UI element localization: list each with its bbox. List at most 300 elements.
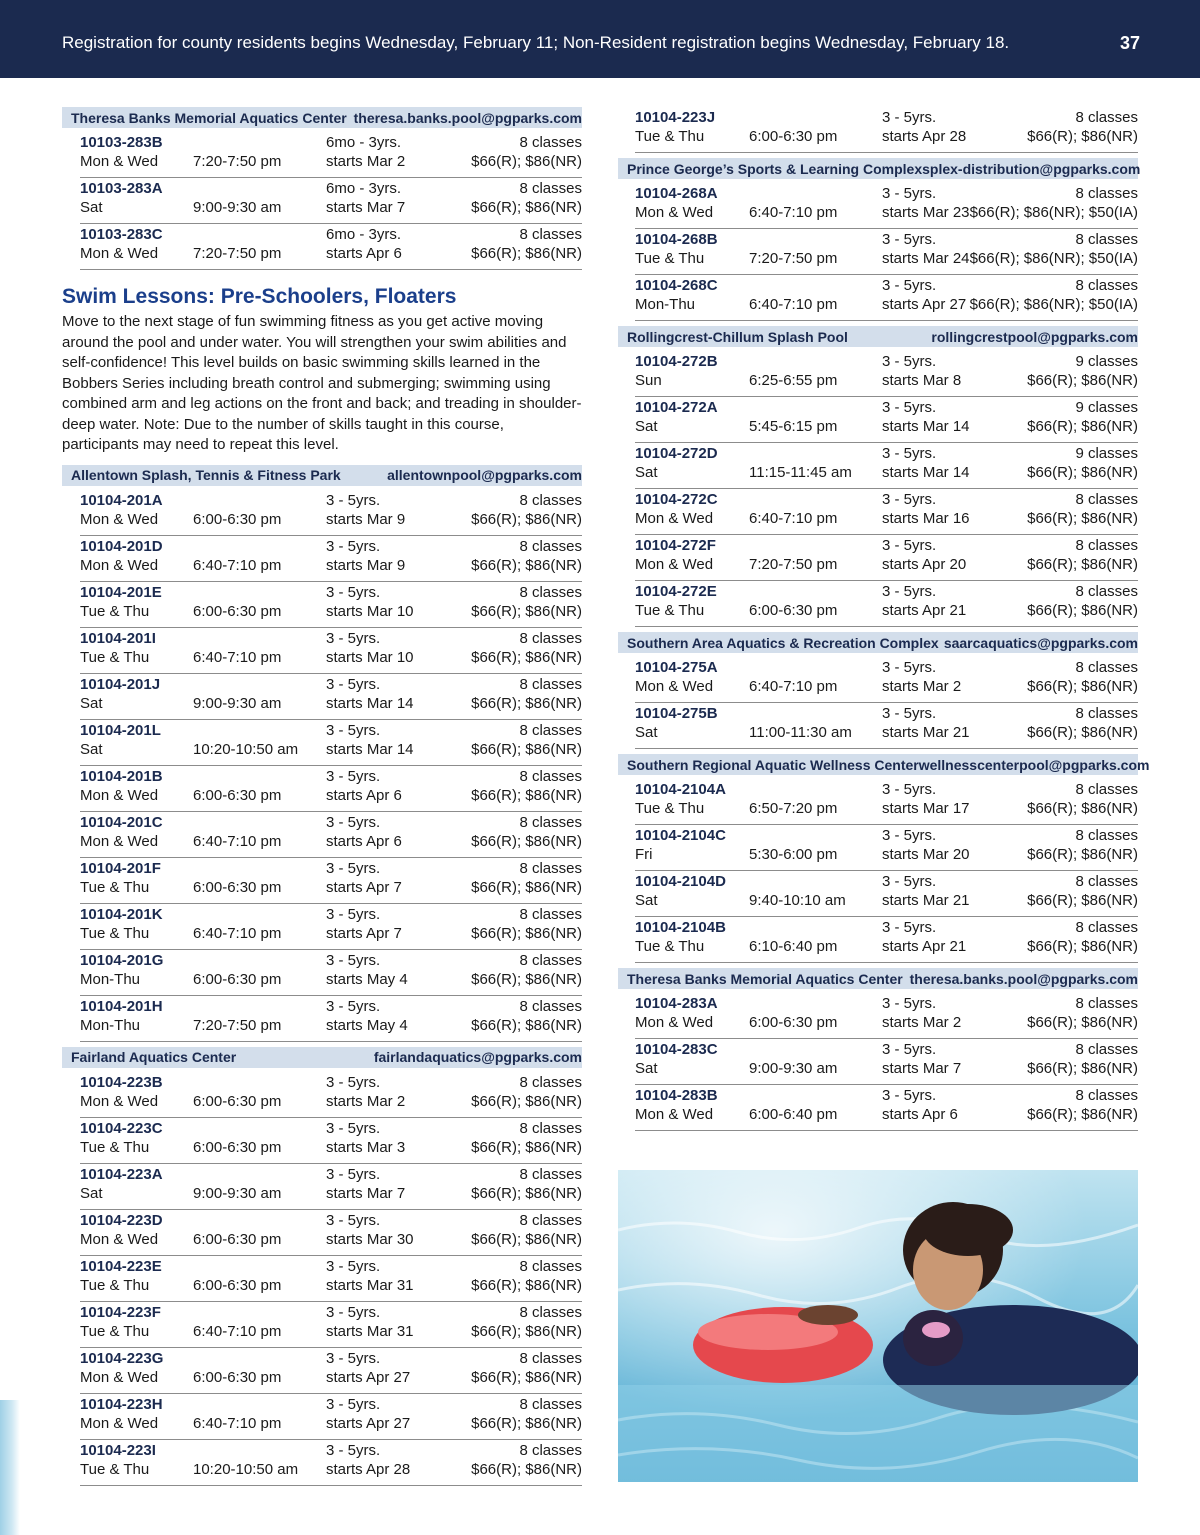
course-age-range: 3 - 5yrs. [326, 721, 381, 739]
course-age-range: 3 - 5yrs. [882, 109, 937, 126]
course-age-range: 3 - 5yrs. [882, 399, 937, 416]
course-row [635, 871, 1138, 917]
course-age-range: 3 - 5yrs. [882, 1041, 937, 1058]
course-class-count: 8 classes [519, 180, 582, 197]
course-row [80, 1118, 582, 1164]
course-time: 6:40-7:10 pm [749, 296, 838, 313]
course-days: Sat [80, 740, 103, 758]
course-start-date: starts Apr 7 [326, 878, 402, 896]
course-days: Tue & Thu [80, 648, 150, 666]
course-age-range: 3 - 5yrs. [326, 951, 381, 969]
course-age-range: 3 - 5yrs. [326, 1349, 381, 1367]
course-start-date: starts Apr 27 [882, 296, 967, 313]
course-code: 10104-283B [635, 1087, 718, 1104]
venue-bar [62, 107, 582, 128]
swim-photo-illustration [618, 1170, 1138, 1482]
course-age-range: 3 - 5yrs. [882, 659, 937, 676]
course-row [635, 825, 1138, 871]
course-fee: $66(R); $86(NR) [471, 878, 582, 896]
course-age-range: 6mo - 3yrs. [326, 180, 402, 197]
course-age-range: 3 - 5yrs. [882, 705, 937, 722]
course-class-count: 8 classes [1075, 583, 1138, 600]
course-time: 6:40-7:10 pm [749, 678, 838, 695]
course-days: Mon & Wed [635, 678, 714, 695]
course-age-range: 3 - 5yrs. [326, 1211, 381, 1229]
course-fee: $66(R); $86(NR) [1027, 938, 1138, 955]
course-age-range: 3 - 5yrs. [882, 537, 937, 554]
course-class-count: 8 classes [519, 1165, 582, 1183]
course-age-range: 3 - 5yrs. [882, 827, 937, 844]
course-days: Tue & Thu [80, 1322, 150, 1340]
course-time: 6:40-7:10 pm [193, 832, 282, 850]
course-code: 10104-272D [635, 445, 718, 462]
course-time: 9:40-10:10 am [749, 892, 846, 909]
course-fee: $66(R); $86(NR); $50(IA) [969, 204, 1138, 221]
course-days: Sat [80, 1184, 103, 1202]
course-time: 7:20-7:50 pm [749, 556, 838, 573]
course-days: Sat [80, 694, 103, 712]
venue-name: Prince George’s Sports & Learning Complex [627, 160, 923, 177]
decorative-edge [0, 1400, 20, 1535]
course-age-range: 3 - 5yrs. [882, 231, 937, 248]
course-age-range: 3 - 5yrs. [882, 491, 937, 508]
course-code: 10104-272B [635, 353, 718, 370]
course-age-range: 3 - 5yrs. [882, 185, 937, 202]
course-time: 6:00-6:30 pm [749, 602, 838, 619]
course-code: 10104-223F [80, 1303, 161, 1321]
course-code: 10104-268C [635, 277, 718, 294]
course-time: 6:40-7:10 pm [193, 1414, 282, 1432]
course-time: 10:20-10:50 am [193, 740, 299, 758]
course-code: 10104-268B [635, 231, 718, 248]
course-days: Sun [635, 372, 662, 389]
venue-name: Theresa Banks Memorial Aquatics Center [71, 109, 347, 126]
course-days: Mon-Thu [635, 296, 696, 313]
course-code: 10104-2104C [635, 827, 726, 844]
course-age-range: 3 - 5yrs. [882, 781, 937, 798]
course-code: 10103-283C [80, 226, 163, 243]
venue-email-link[interactable]: rollingcrestpool@pgparks.com [931, 328, 1138, 345]
course-row [80, 132, 582, 178]
course-days: Tue & Thu [80, 878, 150, 896]
course-days: Fri [635, 846, 653, 863]
course-start-date: starts Mar 14 [326, 694, 414, 712]
course-class-count: 9 classes [1075, 353, 1138, 370]
course-time: 6:00-6:40 pm [749, 1106, 838, 1123]
course-class-count: 9 classes [1075, 399, 1138, 416]
course-start-date: starts Mar 10 [326, 602, 414, 620]
course-time: 7:20-7:50 pm [193, 153, 282, 170]
course-code: 10104-283C [635, 1041, 718, 1058]
course-row [80, 812, 582, 858]
course-class-count: 9 classes [1075, 445, 1138, 462]
course-fee: $66(R); $86(NR) [471, 1138, 582, 1156]
course-class-count: 8 classes [1075, 1087, 1138, 1104]
course-class-count: 8 classes [1075, 995, 1138, 1012]
course-class-count: 8 classes [519, 905, 582, 923]
course-age-range: 3 - 5yrs. [326, 491, 381, 509]
course-row [80, 1210, 582, 1256]
course-code: 10104-223B [80, 1073, 163, 1091]
course-days: Mon & Wed [80, 556, 159, 574]
course-age-range: 3 - 5yrs. [882, 445, 937, 462]
venue-name: Theresa Banks Memorial Aquatics Center [627, 970, 903, 987]
course-start-date: starts Mar 17 [882, 800, 970, 817]
course-start-date: starts Mar 2 [882, 1014, 962, 1031]
course-row [80, 1302, 582, 1348]
course-class-count: 8 classes [519, 1349, 582, 1367]
course-start-date: starts Mar 20 [882, 846, 970, 863]
venue-email-link[interactable]: allentownpool@pgparks.com [387, 467, 582, 483]
course-age-range: 3 - 5yrs. [326, 1165, 381, 1183]
course-start-date: starts Mar 3 [326, 1138, 406, 1156]
course-list [618, 107, 1138, 153]
course-days: Sat [635, 724, 658, 741]
course-code: 10104-201F [80, 859, 161, 877]
course-row [80, 1348, 582, 1394]
course-age-range: 3 - 5yrs. [326, 1073, 381, 1091]
course-time: 6:00-6:30 pm [193, 1138, 282, 1156]
course-fee: $66(R); $86(NR) [1027, 464, 1138, 481]
course-list [618, 351, 1138, 627]
course-age-range: 3 - 5yrs. [326, 905, 381, 923]
course-age-range: 3 - 5yrs. [882, 353, 937, 370]
course-row [635, 1085, 1138, 1131]
course-start-date: starts Mar 31 [326, 1322, 414, 1340]
course-fee: $66(R); $86(NR) [1027, 846, 1138, 863]
course-time: 6:00-6:30 pm [193, 1230, 282, 1248]
swim-lesson-photo [618, 1170, 1138, 1482]
course-age-range: 3 - 5yrs. [326, 675, 381, 693]
course-time: 7:20-7:50 pm [193, 1016, 282, 1034]
course-days: Mon & Wed [80, 1368, 159, 1386]
course-class-count: 8 classes [519, 813, 582, 831]
course-row [80, 1440, 582, 1486]
course-class-count: 8 classes [1075, 231, 1138, 248]
course-fee: $66(R); $86(NR) [471, 1230, 582, 1248]
course-age-range: 3 - 5yrs. [326, 1119, 381, 1137]
course-row [635, 107, 1138, 153]
course-code: 10104-223E [80, 1257, 162, 1275]
course-start-date: starts Apr 6 [326, 245, 402, 262]
course-code: 10104-201D [80, 537, 163, 555]
course-fee: $66(R); $86(NR) [471, 602, 582, 620]
course-time: 6:40-7:10 pm [749, 510, 838, 527]
course-row [635, 1039, 1138, 1085]
course-days: Mon & Wed [80, 245, 159, 262]
course-fee: $66(R); $86(NR) [471, 153, 582, 170]
course-fee: $66(R); $86(NR) [471, 1092, 582, 1110]
course-code: 10104-2104B [635, 919, 726, 936]
course-start-date: starts Mar 2 [326, 1092, 406, 1110]
course-row [635, 917, 1138, 963]
venue-email-link[interactable]: fairlandaquatics@pgparks.com [373, 1049, 582, 1065]
course-time: 9:00-9:30 am [193, 694, 282, 712]
course-fee: $66(R); $86(NR) [471, 740, 582, 758]
course-age-range: 3 - 5yrs. [326, 997, 381, 1015]
course-code: 10104-201I [80, 629, 156, 647]
course-age-range: 3 - 5yrs. [882, 583, 937, 600]
course-row [635, 703, 1138, 749]
venue-bar [618, 754, 1150, 775]
course-class-count: 8 classes [1075, 185, 1138, 202]
course-start-date: starts Apr 20 [882, 556, 967, 573]
course-fee: $66(R); $86(NR) [471, 1460, 582, 1478]
course-days: Tue & Thu [635, 800, 705, 817]
course-class-count: 8 classes [1075, 873, 1138, 890]
course-start-date: starts May 4 [326, 970, 408, 988]
course-row [80, 858, 582, 904]
venue-email-link[interactable]: splex-distribution@pgparks.com [922, 160, 1141, 177]
course-row [635, 351, 1138, 397]
course-class-count: 8 classes [519, 537, 582, 555]
course-days: Sat [635, 892, 658, 909]
course-days: Mon & Wed [80, 832, 159, 850]
course-start-date: starts Apr 6 [882, 1106, 958, 1123]
course-class-count: 8 classes [1075, 491, 1138, 508]
course-fee: $66(R); $86(NR) [471, 245, 582, 262]
course-fee: $66(R); $86(NR) [471, 1322, 582, 1340]
course-start-date: starts Mar 10 [326, 648, 414, 666]
course-row [635, 535, 1138, 581]
right-column [618, 107, 1150, 1131]
course-row [635, 489, 1138, 535]
venue-email-link[interactable]: wellnesscenterpool@pgparks.com [918, 756, 1150, 773]
course-time: 6:40-7:10 pm [193, 556, 282, 574]
course-code: 10104-201H [80, 997, 163, 1015]
course-age-range: 3 - 5yrs. [326, 1441, 381, 1459]
course-row [80, 1072, 582, 1118]
course-time: 11:00-11:30 am [749, 724, 852, 741]
course-code: 10104-201L [80, 721, 161, 739]
course-list [618, 779, 1138, 963]
course-code: 10104-223D [80, 1211, 163, 1229]
course-days: Mon & Wed [80, 510, 159, 528]
course-time: 6:00-6:30 pm [193, 510, 282, 528]
course-row [635, 397, 1138, 443]
course-list [62, 1072, 582, 1486]
course-days: Tue & Thu [635, 938, 705, 955]
course-age-range: 3 - 5yrs. [326, 1303, 381, 1321]
course-days: Tue & Thu [80, 1138, 150, 1156]
venue-email-link[interactable]: theresa.banks.pool@pgparks.com [353, 109, 582, 126]
course-days: Mon & Wed [635, 204, 714, 221]
venue-name: Southern Regional Aquatic Wellness Center [627, 756, 919, 773]
page-number: 37 [1119, 33, 1140, 53]
course-age-range: 3 - 5yrs. [326, 813, 381, 831]
venue-email-link[interactable]: theresa.banks.pool@pgparks.com [909, 970, 1138, 987]
course-fee: $66(R); $86(NR) [471, 648, 582, 666]
course-fee: $66(R); $86(NR) [471, 924, 582, 942]
course-days: Mon & Wed [80, 1230, 159, 1248]
course-class-count: 8 classes [1075, 537, 1138, 554]
venue-bar [618, 158, 1141, 179]
course-days: Mon-Thu [80, 1016, 141, 1034]
course-days: Tue & Thu [635, 602, 705, 619]
course-class-count: 8 classes [519, 1441, 582, 1459]
course-days: Sat [635, 418, 658, 435]
course-code: 10104-272F [635, 537, 716, 554]
course-class-count: 8 classes [519, 1211, 582, 1229]
course-time: 5:30-6:00 pm [749, 846, 838, 863]
course-code: 10104-201E [80, 583, 162, 601]
course-class-count: 8 classes [1075, 781, 1138, 798]
course-age-range: 3 - 5yrs. [882, 873, 937, 890]
course-start-date: starts Mar 8 [882, 372, 962, 389]
course-fee: $66(R); $86(NR) [471, 199, 582, 216]
course-start-date: starts Apr 6 [326, 832, 402, 850]
course-code: 10104-272E [635, 583, 717, 600]
course-fee: $66(R); $86(NR) [471, 832, 582, 850]
course-fee: $66(R); $86(NR) [1027, 678, 1138, 695]
course-fee: $66(R); $86(NR) [471, 1368, 582, 1386]
course-fee: $66(R); $86(NR) [1027, 1060, 1138, 1077]
course-start-date: starts Apr 27 [326, 1414, 411, 1432]
course-row [80, 178, 582, 224]
course-time: 9:00-9:30 am [749, 1060, 838, 1077]
course-list [618, 657, 1138, 749]
course-start-date: starts Mar 31 [326, 1276, 414, 1294]
course-start-date: starts Mar 21 [882, 892, 970, 909]
course-start-date: starts Apr 21 [882, 602, 967, 619]
course-days: Sat [635, 1060, 658, 1077]
course-age-range: 3 - 5yrs. [326, 767, 381, 785]
course-days: Sat [80, 199, 103, 216]
course-time: 6:40-7:10 pm [749, 204, 838, 221]
course-age-range: 3 - 5yrs. [326, 1257, 381, 1275]
course-code: 10104-223H [80, 1395, 163, 1413]
course-code: 10104-272C [635, 491, 718, 508]
course-row [80, 904, 582, 950]
course-fee: $66(R); $86(NR) [1027, 724, 1138, 741]
course-row [635, 275, 1138, 321]
venue-bar [618, 968, 1138, 989]
venue-bar [62, 465, 582, 486]
course-fee: $66(R); $86(NR) [471, 510, 582, 528]
course-days: Mon & Wed [635, 556, 714, 573]
course-class-count: 8 classes [1075, 1041, 1138, 1058]
venue-bar [618, 326, 1138, 347]
course-time: 6:00-6:30 pm [193, 1092, 282, 1110]
course-time: 7:20-7:50 pm [193, 245, 282, 262]
course-time: 7:20-7:50 pm [749, 250, 838, 267]
course-class-count: 8 classes [519, 859, 582, 877]
course-code: 10104-223A [80, 1165, 163, 1183]
course-row [80, 224, 582, 270]
course-class-count: 8 classes [1075, 109, 1138, 126]
course-code: 10104-223G [80, 1349, 164, 1367]
course-code: 10104-272A [635, 399, 718, 416]
course-age-range: 3 - 5yrs. [326, 1395, 381, 1413]
course-class-count: 8 classes [1075, 919, 1138, 936]
course-fee: $66(R); $86(NR) [1027, 892, 1138, 909]
course-class-count: 8 classes [519, 997, 582, 1015]
course-code: 10104-201B [80, 767, 163, 785]
course-fee: $66(R); $86(NR) [1027, 510, 1138, 527]
course-time: 10:20-10:50 am [193, 1460, 299, 1478]
course-code: 10104-223J [635, 109, 716, 126]
course-days: Mon & Wed [635, 1014, 714, 1031]
course-days: Mon & Wed [80, 153, 159, 170]
course-class-count: 8 classes [519, 1395, 582, 1413]
course-row [80, 950, 582, 996]
course-row [635, 657, 1138, 703]
course-start-date: starts Mar 23 [882, 204, 970, 221]
course-class-count: 8 classes [519, 583, 582, 601]
course-time: 9:00-9:30 am [193, 1184, 282, 1202]
course-class-count: 8 classes [519, 629, 582, 647]
course-class-count: 8 classes [1075, 705, 1138, 722]
course-code: 10103-283A [80, 180, 163, 197]
course-start-date: starts May 4 [326, 1016, 408, 1034]
course-time: 6:25-6:55 pm [749, 372, 838, 389]
course-row [80, 1164, 582, 1210]
course-age-range: 3 - 5yrs. [326, 859, 381, 877]
venue-email-link[interactable]: saarcaquatics@pgparks.com [943, 634, 1138, 651]
course-code: 10104-283A [635, 995, 718, 1012]
course-start-date: starts Apr 27 [326, 1368, 411, 1386]
course-fee: $66(R); $86(NR) [1027, 1106, 1138, 1123]
course-row [80, 536, 582, 582]
course-class-count: 8 classes [519, 675, 582, 693]
course-class-count: 8 classes [519, 1119, 582, 1137]
course-class-count: 8 classes [519, 767, 582, 785]
course-class-count: 8 classes [519, 226, 582, 243]
course-code: 10103-283B [80, 134, 163, 151]
course-fee: $66(R); $86(NR) [1027, 418, 1138, 435]
course-class-count: 8 classes [519, 1073, 582, 1091]
course-fee: $66(R); $86(NR) [1027, 1014, 1138, 1031]
page-header-banner [0, 0, 1200, 78]
course-start-date: starts Mar 21 [882, 724, 970, 741]
course-class-count: 8 classes [1075, 277, 1138, 294]
course-row [80, 996, 582, 1042]
course-row [80, 490, 582, 536]
course-class-count: 8 classes [519, 134, 582, 151]
course-age-range: 3 - 5yrs. [326, 583, 381, 601]
course-fee: $66(R); $86(NR) [471, 786, 582, 804]
registration-notice: Registration for county residents begins Wednesday, February 11; Non-Resident registration begins Wednesday, February 18. [62, 33, 1010, 52]
course-days: Tue & Thu [635, 250, 705, 267]
course-time: 9:00-9:30 am [193, 199, 282, 216]
course-row [80, 1394, 582, 1440]
course-row [635, 229, 1138, 275]
course-age-range: 3 - 5yrs. [882, 277, 937, 294]
course-start-date: starts Mar 14 [882, 464, 970, 481]
course-age-range: 3 - 5yrs. [326, 629, 381, 647]
course-time: 6:50-7:20 pm [749, 800, 838, 817]
course-start-date: starts Mar 16 [882, 510, 970, 527]
course-days: Mon & Wed [80, 1092, 159, 1110]
course-fee: $66(R); $86(NR) [471, 1414, 582, 1432]
course-days: Mon & Wed [635, 1106, 714, 1123]
course-age-range: 3 - 5yrs. [882, 919, 937, 936]
course-code: 10104-275B [635, 705, 718, 722]
course-start-date: starts Mar 14 [326, 740, 414, 758]
course-start-date: starts Mar 7 [882, 1060, 962, 1077]
course-fee: $66(R); $86(NR) [471, 556, 582, 574]
course-fee: $66(R); $86(NR) [471, 1276, 582, 1294]
course-time: 11:15-11:45 am [749, 464, 852, 481]
course-fee: $66(R); $86(NR) [1027, 128, 1138, 145]
course-fee: $66(R); $86(NR) [471, 1016, 582, 1034]
course-time: 6:00-6:30 pm [749, 1014, 838, 1031]
course-row [80, 674, 582, 720]
course-row [80, 1256, 582, 1302]
course-days: Sat [635, 464, 658, 481]
course-code: 10104-201K [80, 905, 163, 923]
course-time: 6:10-6:40 pm [749, 938, 838, 955]
